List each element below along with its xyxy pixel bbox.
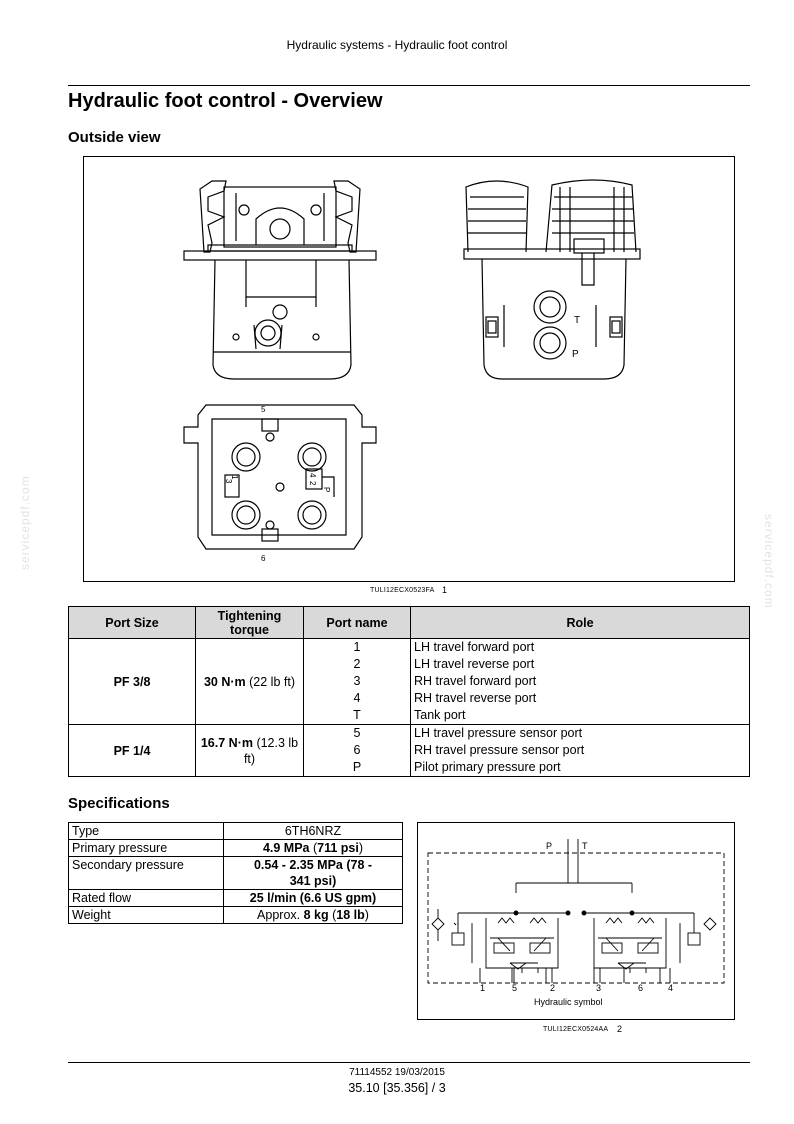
symbol-label-p: P (546, 841, 553, 851)
ports-table (68, 606, 750, 777)
torque-imperial: (22 lb ft) (245, 674, 295, 689)
secondary-pressure-line-1: 0.54 - 2.35 MPa (78 - (253, 858, 373, 872)
symbol-label-5: 5 (512, 983, 518, 993)
role-cell (411, 725, 750, 777)
table-row (69, 857, 403, 890)
port-name: 6 (353, 743, 361, 757)
spec-value: 25 l/min (6.6 US gpm) (224, 890, 403, 907)
side-view-drawing (464, 180, 640, 379)
port-role: LH travel forward port (414, 640, 535, 654)
symbol-label-2: 2 (550, 983, 556, 993)
spec-value (224, 840, 403, 857)
port-name: P (352, 760, 362, 774)
torque-imperial: (12.3 lb ft) (243, 735, 299, 766)
weight-prefix: Approx. (257, 908, 304, 922)
header-port-size: Port Size (69, 607, 196, 639)
port-name: 1 (353, 640, 361, 654)
port-role: Pilot primary pressure port (414, 760, 561, 774)
spec-label: Secondary pressure (69, 857, 224, 890)
header-tightening-torque: Tightening torque (196, 607, 304, 639)
secondary-pressure-line-2: 341 psi) (289, 874, 337, 888)
port-name-cell (304, 639, 411, 725)
running-header: Hydraulic systems - Hydraulic foot control (286, 38, 508, 52)
label-port-2: 2 (308, 481, 317, 486)
label-port-p-bottom: P (322, 487, 331, 493)
weight-kg: 8 kg (303, 908, 329, 922)
port-role: RH travel reverse port (414, 691, 537, 705)
outside-view-title: Outside view (68, 129, 161, 146)
torque-value: 16.7 N·m (200, 735, 253, 750)
bottom-view-drawing (184, 405, 376, 549)
front-view-drawing (184, 181, 376, 379)
label-port-3: 3 (224, 479, 233, 484)
spec-label: Weight (69, 907, 224, 924)
tightening-torque-cell (196, 725, 304, 777)
port-name: 5 (353, 726, 361, 740)
footer-rule (68, 1062, 750, 1063)
table-row (69, 823, 403, 840)
header-role: Role (411, 607, 750, 639)
table-row (69, 890, 403, 907)
table-row (69, 639, 750, 725)
spec-label: Rated flow (69, 890, 224, 907)
watermark-right: servicepdf.com (762, 514, 776, 609)
footer-doc-code: 71114552 19/03/2015 (349, 1067, 445, 1078)
symbol-label-3: 3 (596, 983, 602, 993)
figure-1-code: TULI12ECX0523FA (370, 587, 435, 594)
figure-2-number: 2 (617, 1024, 623, 1034)
header-rule (68, 85, 750, 86)
port-role: LH travel reverse port (414, 657, 535, 671)
paren-open: ( (328, 908, 337, 922)
port-role: LH travel pressure sensor port (414, 726, 583, 740)
label-port-p-side: P (572, 349, 579, 360)
weight-lb: 18 lb (336, 908, 365, 922)
spec-label: Type (69, 823, 224, 840)
port-name: 3 (353, 674, 361, 688)
port-name-cell (304, 725, 411, 777)
header-port-name: Port name (304, 607, 411, 639)
hydraulic-symbol-figure (417, 822, 735, 1020)
label-port-5: 5 (261, 405, 266, 414)
spec-value (224, 907, 403, 924)
hydraulic-symbol-drawing (418, 823, 734, 1019)
watermark-left: servicepdf.com (18, 475, 32, 570)
paren-close: ) (364, 908, 369, 922)
label-port-1: 1 (230, 475, 239, 480)
tightening-torque-cell (196, 639, 304, 725)
symbol-label-t: T (582, 841, 588, 851)
table-row (69, 907, 403, 924)
label-port-t-side: T (574, 315, 581, 326)
symbol-label-4: 4 (668, 983, 674, 993)
port-name: 4 (353, 691, 361, 705)
specifications-table (68, 822, 403, 924)
port-size-cell: PF 1/4 (69, 725, 196, 777)
specifications-title: Specifications (68, 795, 170, 812)
port-name: T (353, 708, 361, 722)
symbol-label-6: 6 (638, 983, 644, 993)
spec-value: 6TH6NRZ (224, 823, 403, 840)
spec-label: Primary pressure (69, 840, 224, 857)
role-cell (411, 639, 750, 725)
paren-close: ) (358, 841, 364, 855)
table-row (69, 725, 750, 777)
port-role: RH travel pressure sensor port (414, 743, 585, 757)
primary-pressure-mpa: 4.9 MPa (262, 841, 310, 855)
table-row (69, 840, 403, 857)
page-title: Hydraulic foot control - Overview (68, 90, 383, 112)
port-size-cell: PF 3/8 (69, 639, 196, 725)
figure-1-number: 1 (442, 585, 448, 595)
ports-table-header (69, 607, 750, 639)
torque-value: 30 N·m (203, 674, 246, 689)
footer-page-ref: 35.10 [35.356] / 3 (348, 1081, 446, 1095)
spec-value (224, 857, 403, 890)
label-port-4: 4 (308, 473, 317, 478)
port-role: RH travel forward port (414, 674, 537, 688)
symbol-label-1: 1 (480, 983, 486, 993)
primary-pressure-psi: 711 psi (317, 841, 359, 855)
figure-2-code: TULI12ECX0524AA (543, 1026, 609, 1033)
paren-open: ( (309, 841, 318, 855)
label-port-6: 6 (261, 554, 266, 563)
port-name: 2 (353, 657, 361, 671)
port-role: Tank port (414, 708, 466, 722)
outside-view-figure (83, 156, 735, 582)
hydraulic-symbol-caption: Hydraulic symbol (534, 997, 603, 1007)
outside-view-drawing (84, 157, 734, 581)
